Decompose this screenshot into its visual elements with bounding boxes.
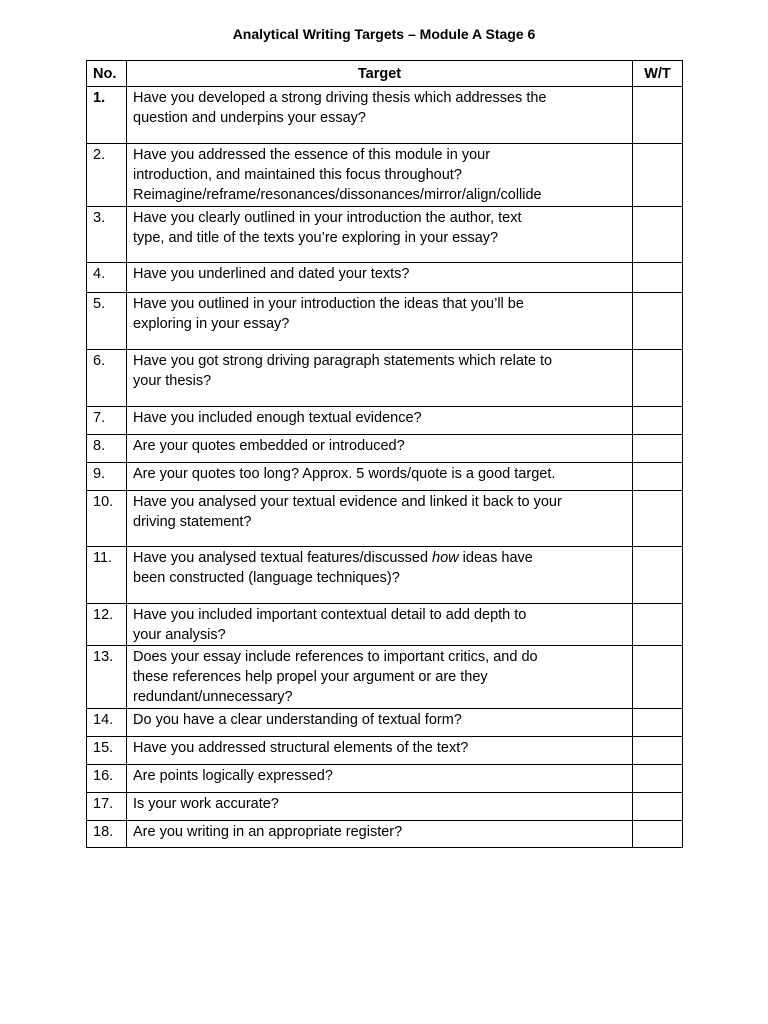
row-target: [127, 207, 633, 263]
table-row: [87, 604, 683, 646]
wt-cell[interactable]: [633, 646, 683, 709]
target-line: Are your quotes too long? Approx. 5 words/quote is a good target.: [133, 466, 556, 482]
wt-cell[interactable]: [633, 547, 683, 604]
target-line: Have you outlined in your introduction the ideas that you’ll be: [133, 296, 524, 312]
row-target: [127, 646, 633, 709]
target-line: [133, 548, 626, 568]
wt-cell[interactable]: [633, 207, 683, 263]
document-title: Analytical Writing Targets – Module A Stage 6: [232, 26, 536, 42]
row-number: 1.: [87, 87, 127, 144]
table-row: [87, 293, 683, 350]
target-line: these references help propel your argument or are they: [133, 669, 488, 685]
target-line: Have you addressed the essence of this module in your: [133, 147, 491, 163]
table-row: [87, 737, 683, 765]
table-row: [87, 87, 683, 144]
row-target: [127, 293, 633, 350]
table-row: [87, 646, 683, 709]
header-target: Target: [127, 61, 633, 87]
wt-cell[interactable]: [633, 293, 683, 350]
target-line: Reimagine/reframe/resonances/dissonances/mirror/align/collide: [133, 187, 542, 203]
target-text: Have you analysed textual features/discussed: [133, 550, 433, 566]
target-line: Have you got strong driving paragraph statements which relate to: [133, 353, 553, 369]
row-target: [127, 737, 633, 765]
target-line: Have you included enough textual evidence?: [133, 410, 422, 426]
row-target: [127, 144, 633, 207]
wt-cell[interactable]: [633, 709, 683, 737]
header-number: No.: [87, 61, 127, 87]
target-emphasis: how: [432, 550, 459, 566]
target-text: ideas have: [458, 550, 533, 566]
row-target: [127, 547, 633, 604]
row-target: [127, 407, 633, 435]
row-number: 4.: [87, 263, 127, 293]
target-line: Have you included important contextual detail to add depth to: [133, 607, 527, 623]
target-line: Does your essay include references to important critics, and do: [133, 649, 538, 665]
table-row: [87, 547, 683, 604]
row-target: [127, 491, 633, 547]
header-wt: W/T: [633, 61, 683, 87]
row-number: 13.: [87, 646, 127, 709]
wt-cell[interactable]: [633, 463, 683, 491]
table-row: [87, 144, 683, 207]
target-line: been constructed (language techniques)?: [133, 570, 400, 586]
table-row: [87, 793, 683, 821]
row-target: [127, 793, 633, 821]
target-line: Have you developed a strong driving thesis which addresses the: [133, 90, 547, 106]
row-target: [127, 604, 633, 646]
target-line: Is your work accurate?: [133, 796, 279, 812]
row-target: [127, 87, 633, 144]
table-row: [87, 350, 683, 407]
row-number: 2.: [87, 144, 127, 207]
row-number: 3.: [87, 207, 127, 263]
table-header-row: [87, 61, 683, 87]
row-target: [127, 765, 633, 793]
row-target: [127, 350, 633, 407]
target-line: Have you underlined and dated your texts?: [133, 266, 410, 282]
table-row: [87, 463, 683, 491]
table-row: [87, 407, 683, 435]
row-number: 6.: [87, 350, 127, 407]
row-number: 10.: [87, 491, 127, 547]
table-row: [87, 263, 683, 293]
table-row: [87, 709, 683, 737]
wt-cell[interactable]: [633, 737, 683, 765]
row-target: [127, 463, 633, 491]
row-target: [127, 435, 633, 463]
table-row: [87, 765, 683, 793]
target-line: Are points logically expressed?: [133, 768, 333, 784]
targets-table: [86, 60, 683, 848]
wt-cell[interactable]: [633, 350, 683, 407]
wt-cell[interactable]: [633, 491, 683, 547]
wt-cell[interactable]: [633, 821, 683, 848]
row-number: 18.: [87, 821, 127, 848]
target-line: Do you have a clear understanding of textual form?: [133, 712, 462, 728]
row-number: 8.: [87, 435, 127, 463]
target-line: Are you writing in an appropriate register?: [133, 824, 403, 840]
target-line: Have you clearly outlined in your introduction the author, text: [133, 210, 522, 226]
table-row: [87, 207, 683, 263]
wt-cell[interactable]: [633, 407, 683, 435]
target-line: Have you analysed your textual evidence and linked it back to your: [133, 494, 562, 510]
wt-cell[interactable]: [633, 144, 683, 207]
wt-cell[interactable]: [633, 263, 683, 293]
target-line: question and underpins your essay?: [133, 110, 366, 126]
row-number: 17.: [87, 793, 127, 821]
row-number: 9.: [87, 463, 127, 491]
row-target: [127, 821, 633, 848]
table-row: [87, 435, 683, 463]
target-line: Have you addressed structural elements of the text?: [133, 740, 469, 756]
table-row: [87, 491, 683, 547]
row-number: 14.: [87, 709, 127, 737]
row-number: 15.: [87, 737, 127, 765]
wt-cell[interactable]: [633, 435, 683, 463]
row-number: 5.: [87, 293, 127, 350]
wt-cell[interactable]: [633, 87, 683, 144]
row-number: 16.: [87, 765, 127, 793]
target-line: exploring in your essay?: [133, 316, 290, 332]
table-row: [87, 821, 683, 848]
target-line: type, and title of the texts you’re exploring in your essay?: [133, 230, 499, 246]
wt-cell[interactable]: [633, 765, 683, 793]
target-line: introduction, and maintained this focus throughout?: [133, 167, 462, 183]
row-number: 12.: [87, 604, 127, 646]
target-line: driving statement?: [133, 514, 252, 530]
row-number: 11.: [87, 547, 127, 604]
target-line: your thesis?: [133, 373, 212, 389]
wt-cell[interactable]: [633, 793, 683, 821]
row-number: 7.: [87, 407, 127, 435]
row-target: [127, 709, 633, 737]
target-line: Are your quotes embedded or introduced?: [133, 438, 405, 454]
target-line: your analysis?: [133, 627, 226, 643]
row-target: [127, 263, 633, 293]
target-line: redundant/unnecessary?: [133, 689, 293, 705]
wt-cell[interactable]: [633, 604, 683, 646]
